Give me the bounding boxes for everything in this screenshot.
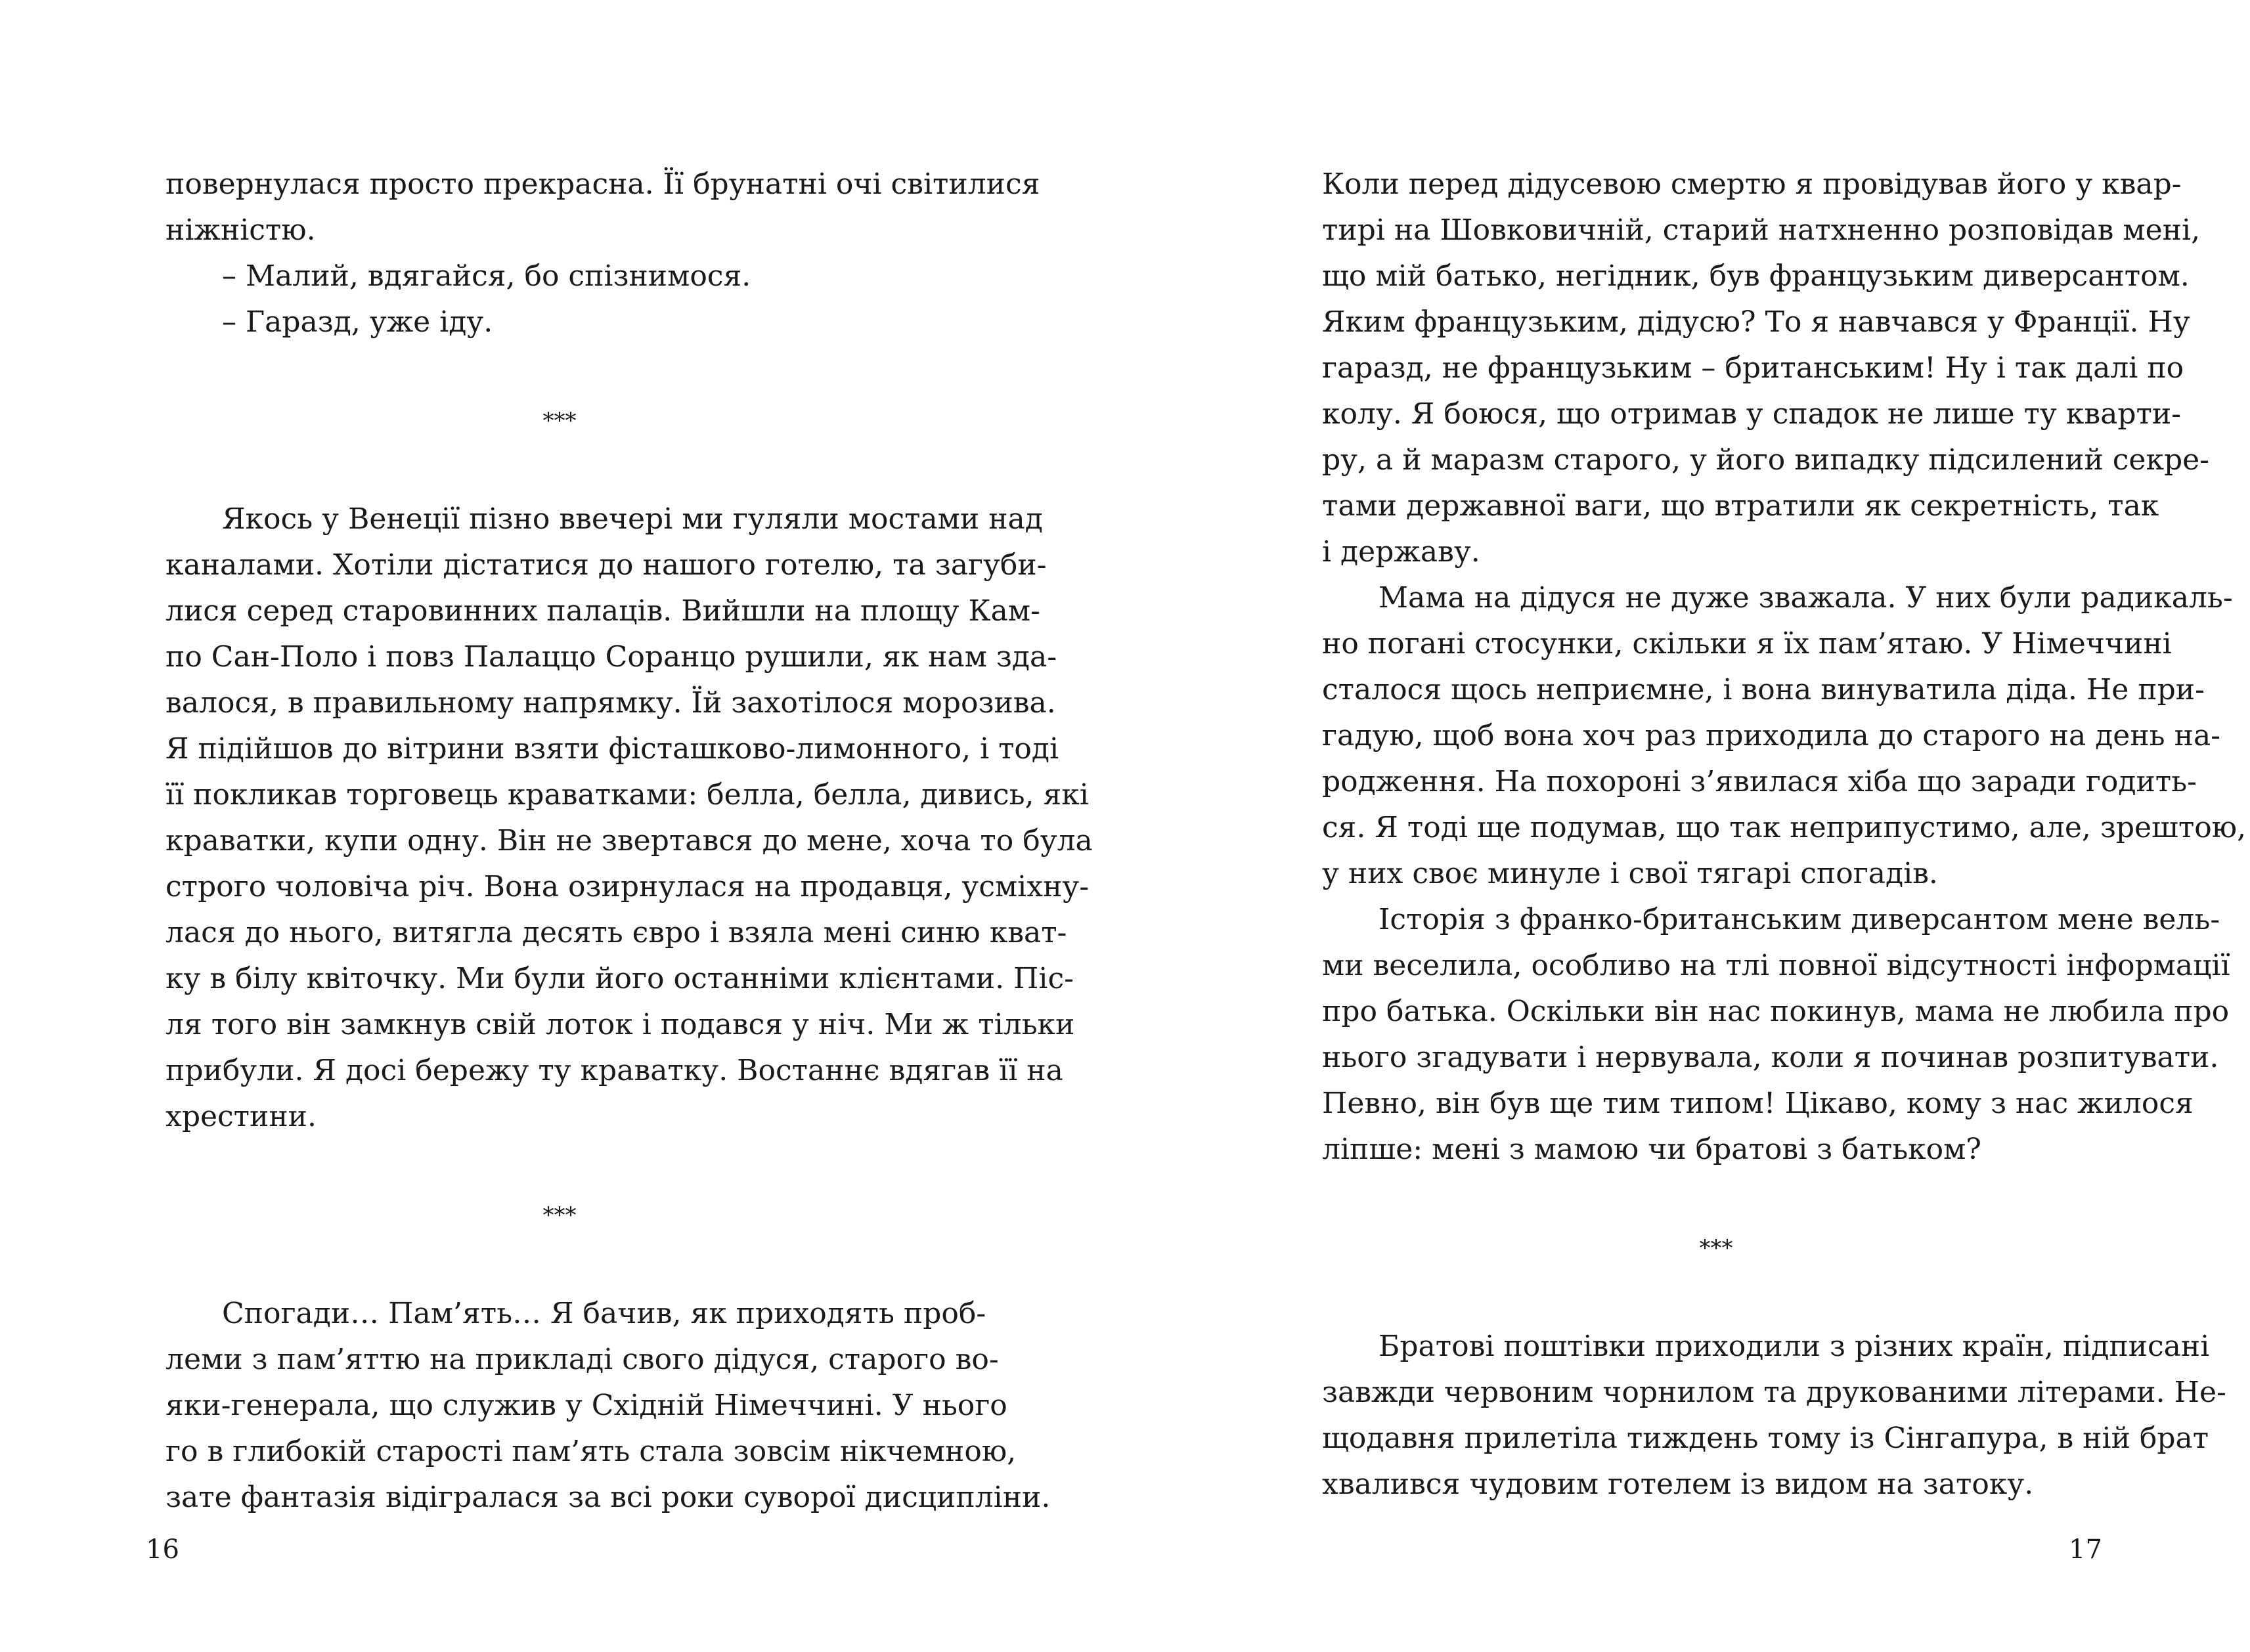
text-line: тами державної ваги, що втратили як секретність, так bbox=[1322, 489, 2159, 523]
text-line: ля того він замкнув свій лоток і подався у ніч. Ми ж тільки bbox=[165, 1008, 1075, 1041]
text-line: прибули. Я досі бережу ту краватку. Востаннє вдягав її на bbox=[165, 1054, 1063, 1087]
dialogue-line: – Малий, вдягайся, бо спізнимося. bbox=[222, 259, 751, 293]
text-line: яки-генерала, що служив у Східній Німеччині. У нього bbox=[165, 1389, 1007, 1422]
text-line: ніжністю. bbox=[165, 213, 316, 247]
text-line: зате фантазія відігралася за всі роки суворої дисципліни. bbox=[165, 1481, 1051, 1514]
section-separator: *** bbox=[542, 1202, 577, 1228]
text-line: Братові поштівки приходили з різних країн, підписані bbox=[1379, 1330, 2210, 1363]
text-line: Я підійшов до вітрини взяти фісташково-лимонного, і тоді bbox=[165, 732, 1059, 766]
text-line: строго чоловіча річ. Вона озирнулася на продавця, усміхну- bbox=[165, 870, 1090, 903]
text-line: лися серед старовинних палаців. Вийшли на площу Кам- bbox=[165, 594, 1040, 628]
text-line: ку в білу квіточку. Ми були його останніми клієнтами. Піс- bbox=[165, 962, 1074, 995]
left-page-text bbox=[165, 162, 1093, 1521]
text-line: Спогади… Пам’ять… Я бачив, як приходять проб- bbox=[222, 1297, 986, 1330]
text-line: і державу. bbox=[1322, 535, 1480, 569]
text-line: родження. На похороні з’явилася хіба що заради годить- bbox=[1322, 765, 2197, 798]
text-line: про батька. Оскільки він нас покинув, мама не любила про bbox=[1322, 995, 2230, 1028]
text-line: ми веселила, особливо на тлі повної відсутності інформації bbox=[1322, 949, 2230, 982]
page-number: 16 bbox=[146, 1534, 179, 1565]
right-page-text bbox=[1322, 162, 2247, 1508]
text-line: тирі на Шовковичній, старий натхненно розповідав мені, bbox=[1322, 213, 2201, 247]
text-line: Історія з франко-британським диверсантом мене вель- bbox=[1379, 903, 2220, 936]
text-line: Мама на дідуся не дуже зважала. У них були радикаль- bbox=[1379, 581, 2233, 615]
text-line: що мій батько, негідник, був французьким диверсантом. bbox=[1322, 259, 2190, 293]
right-page bbox=[1125, 0, 2250, 1652]
text-line: нього згадувати і нервувала, коли я починав розпитувати. bbox=[1322, 1041, 2219, 1074]
text-line: леми з пам’яттю на прикладі свого дідуся, старого во- bbox=[165, 1343, 999, 1376]
text-line: гаразд, не французьким – британським! Ну і так далі по bbox=[1322, 351, 2184, 385]
dialogue-line: – Гаразд, уже іду. bbox=[222, 305, 493, 339]
text-line: лася до нього, витягла десять євро і взяла мені синю кват- bbox=[165, 916, 1067, 949]
section-separator: *** bbox=[542, 408, 577, 434]
text-line: го в глибокій старості пам’ять стала зовсім нікчемною, bbox=[165, 1435, 1017, 1468]
text-line: валося, в правильному напрямку. Їй захотілося морозива. bbox=[165, 686, 1056, 720]
text-line: Якось у Венеції пізно ввечері ми гуляли мостами над bbox=[222, 502, 1043, 536]
page-number: 17 bbox=[2069, 1534, 2102, 1565]
text-line: Яким французьким, дідусю? То я навчався у Франції. Ну bbox=[1322, 305, 2190, 339]
text-line: повернулася просто прекрасна. Її брунатні очі світилися bbox=[165, 167, 1040, 201]
text-line: щодавня прилетіла тиждень тому із Сінгапура, в ній брат bbox=[1322, 1422, 2209, 1455]
text-line: Певно, він був ще тим типом! Цікаво, кому з нас жилося bbox=[1322, 1087, 2194, 1120]
text-line: завжди червоним чорнилом та друкованими літерами. Не- bbox=[1322, 1376, 2226, 1409]
section-separator: *** bbox=[1699, 1235, 1733, 1261]
text-line: краватки, купи одну. Він не звертався до мене, хоча то була bbox=[165, 824, 1093, 858]
text-line: у них своє минуле і свої тягарі спогадів. bbox=[1322, 857, 1938, 890]
text-line: Коли перед дідусевою смертю я провідував його у квар- bbox=[1322, 167, 2182, 201]
text-line: хвалився чудовим готелем із видом на затоку. bbox=[1322, 1467, 2034, 1501]
text-line: її покликав торговець краватками: белла, белла, дивись, які bbox=[165, 778, 1089, 812]
text-line: хрестини. bbox=[165, 1100, 317, 1133]
text-line: ліпше: мені з мамою чи братові з батьком? bbox=[1322, 1133, 1981, 1166]
text-line: сталося щось неприємне, і вона винуватила діда. Не при- bbox=[1322, 673, 2205, 706]
text-line: каналами. Хотіли дістатися до нашого готелю, та загуби- bbox=[165, 548, 1047, 582]
text-line: по Сан-Поло і повз Палаццо Соранцо рушили, як нам зда- bbox=[165, 640, 1057, 674]
text-line: ся. Я тоді ще подумав, що так неприпустимо, але, зрештою, bbox=[1322, 811, 2247, 844]
text-line: но погані стосунки, скільки я їх пам’ятаю. У Німеччині bbox=[1322, 627, 2172, 661]
text-line: ру, а й маразм старого, у його випадку підсилений секре- bbox=[1322, 443, 2210, 477]
text-line: колу. Я боюся, що отримав у спадок не лише ту кварти- bbox=[1322, 397, 2182, 431]
text-line: гадую, щоб вона хоч раз приходила до старого на день на- bbox=[1322, 719, 2221, 752]
